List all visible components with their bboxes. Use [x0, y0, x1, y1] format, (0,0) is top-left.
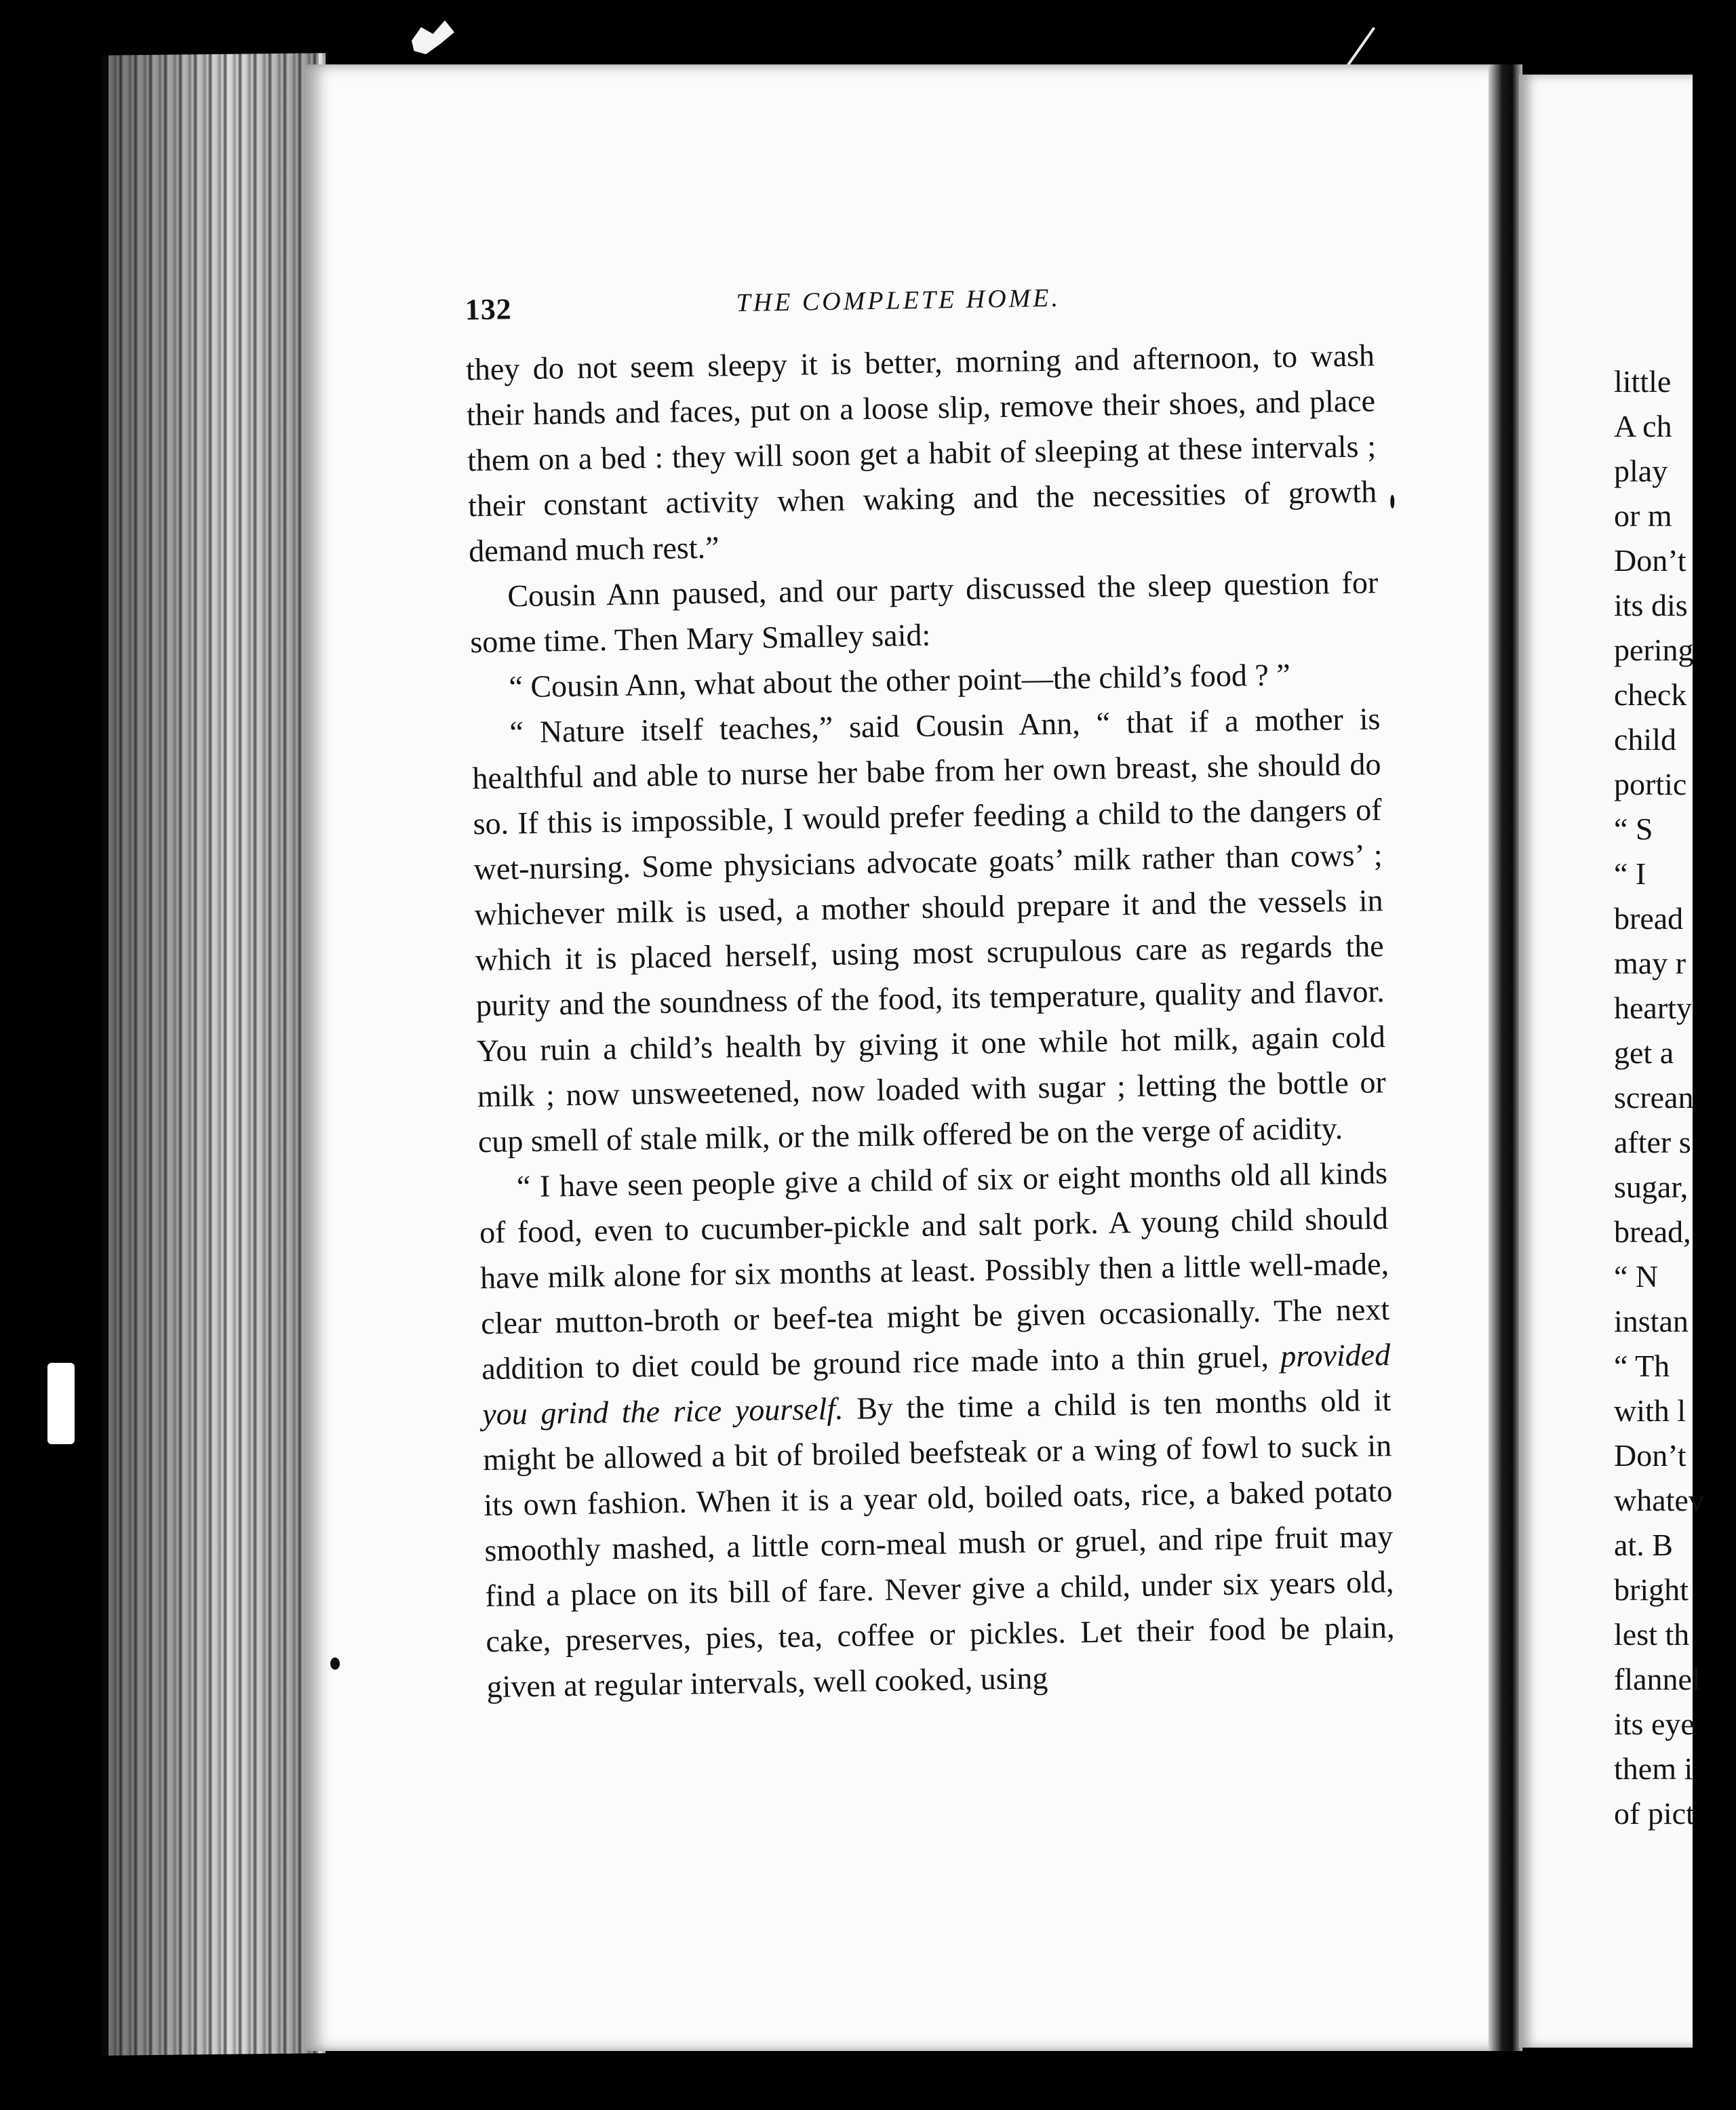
right-line: may r — [1614, 946, 1686, 980]
right-page — [1519, 75, 1704, 2048]
paragraph: “ Cousin Ann, what about the other point—the child’s food ? ” — [509, 657, 1291, 704]
right-line: with l — [1614, 1393, 1686, 1428]
body-text — [466, 332, 1396, 1709]
right-line: hearty — [1614, 991, 1692, 1025]
right-line: Don’t — [1614, 1438, 1686, 1473]
ink-speck — [1390, 495, 1394, 509]
right-line: bright — [1614, 1572, 1689, 1607]
right-line: of pict — [1614, 1796, 1695, 1831]
right-line: portic — [1614, 767, 1687, 801]
right-line: play — [1614, 454, 1668, 488]
right-line: them i — [1614, 1751, 1693, 1786]
right-line: instan — [1614, 1304, 1689, 1338]
right-line: sugar, — [1614, 1170, 1689, 1204]
right-line: get a — [1614, 1035, 1674, 1070]
left-page-content — [305, 45, 1530, 2050]
right-line: “ I — [1614, 856, 1646, 891]
right-line: screan — [1614, 1080, 1694, 1115]
right-line: or m — [1614, 498, 1672, 533]
right-line: lest th — [1614, 1617, 1690, 1652]
right-line: its dis — [1614, 588, 1688, 622]
running-head: THE COMPLETE HOME. — [736, 283, 1061, 318]
right-line: its eye — [1614, 1707, 1695, 1741]
right-line: “ N — [1614, 1259, 1659, 1294]
right-line: flannel — [1614, 1662, 1701, 1696]
right-line: A ch — [1614, 409, 1672, 443]
left-page — [305, 64, 1499, 2051]
right-line: after s — [1614, 1125, 1691, 1159]
page-header — [465, 278, 1401, 334]
paragraph-continued: they do not seem sleepy it is better, morning and afternoon, to wash their hands and faces, put on a loose slip, remove their shoes, and place them on a bed : they will soon get a habit of sleeping at these intervals ; their constant activity when waking and the necessities of growth demand much rest.” — [465, 338, 1377, 569]
page-edges-shadow — [102, 53, 319, 2055]
ink-speck — [330, 1657, 340, 1669]
paragraph: “ Nature itself teaches,” said Cousin Ann, “ that if a mother is healthful and able to nurse her babe from her own breast, she should do so. If this is impossible, I would prefer feeding a child to the dangers of wet-nursing. Some physicians advocate goats’ milk rather than cows’ ; whichever milk is used, a mother should prepare it and the vessels in which it is placed herself, using most scrupulous care as regards the purity and the soundness of the food, its temperature, quality and flavor. You ruin a child’s health by giving it one while hot milk, again cold milk ; now unsweetened, now loaded with sugar ; letting the bottle or cup smell of stale milk, or the milk offered be on the verge of acidity. — [472, 701, 1387, 1159]
paragraph-text: By the time a child is ten months old it might be allowed a bit of broiled beefsteak or a wing of fowl to suck in its own fashion. When it is a year old, boiled oats, rice, a baked potato smoothly mashed, a little corn-meal mush or gruel, and ripe fruit may find a place on its bill of fare. Never give a child, under six years old, cake, preserves, pies, tea, coffee or pickles. Let their food be plain, given at regular intervals, well cooked, using — [482, 1382, 1395, 1705]
right-line: whatev — [1614, 1483, 1704, 1517]
right-line: pering — [1614, 633, 1694, 667]
paragraph — [479, 1150, 1396, 1709]
right-line: bread — [1614, 901, 1684, 936]
page-number: 132 — [465, 292, 513, 327]
right-line: little — [1614, 364, 1672, 399]
paragraph-text: “ I have seen people give a child of six or eight months old all kinds of food, even to cucumber-pickle and salt pork. A young child should have milk alone for six months at least. Possibly then a little well-made, clear mutton-broth or beef-tea might be given occasionally. The next addition to diet could be ground rice made into a thin gruel, — [479, 1155, 1390, 1387]
right-line: “ Th — [1614, 1349, 1670, 1383]
right-line: at. B — [1614, 1528, 1673, 1562]
right-line: bread, — [1614, 1214, 1691, 1249]
right-line: check — [1614, 677, 1687, 712]
clip-mark — [47, 1363, 75, 1444]
right-line: Don’t — [1614, 543, 1686, 578]
right-line: child — [1614, 722, 1676, 757]
book-gutter — [1488, 64, 1522, 2051]
right-page-text — [1614, 359, 1736, 1836]
italic-emphasis: provided you grind the rice yourself. — [481, 1337, 1391, 1432]
right-line: “ S — [1614, 812, 1653, 846]
paper-tear-mark — [407, 20, 454, 54]
paragraph: Cousin Ann paused, and our party discussed the sleep question for some time. Then Mary Smalley said: — [470, 565, 1379, 660]
